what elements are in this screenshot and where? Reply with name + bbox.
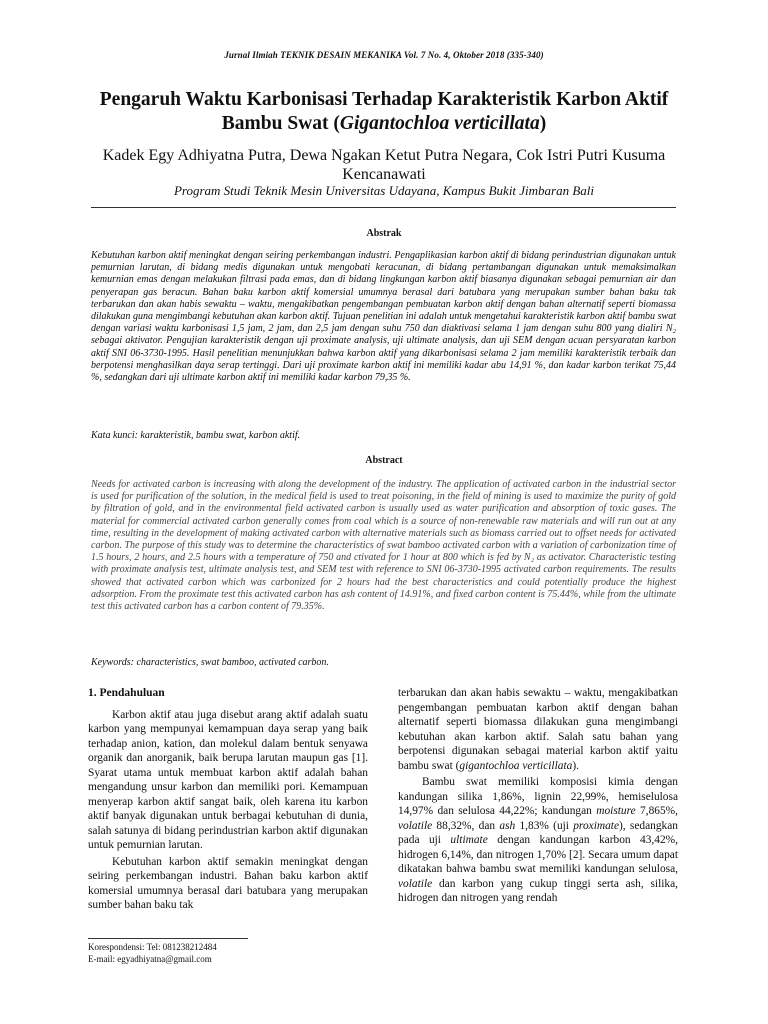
abstract-keywords: Keywords: characteristics, swat bamboo, activated carbon. — [91, 657, 329, 668]
p4-part-7: dan karbon yang cukup tinggi serta ash, silika, hidrogen dan nitrogen yang rendah — [398, 877, 678, 904]
journal-header: Jurnal Ilmiah TEKNIK DESAIN MEKANIKA Vol. 7 No. 4, Oktober 2018 (335-340) — [224, 50, 544, 60]
p4-term-volatile-2: volatile — [398, 877, 433, 890]
p3-text-b: ). — [572, 759, 579, 772]
p4-part-5: ), sedangkan pada uji — [398, 819, 678, 846]
section-heading: 1. Pendahuluan — [88, 687, 165, 699]
p4-part-1: Bambu swat memiliki komposisi kimia dengan kandungan silika 1,86%, lignin 22,99%, hemiselulosa 14,97% dan selulosa 44,22%; kandungan — [398, 776, 678, 817]
paper-title — [70, 88, 698, 136]
intro-paragraph-3 — [398, 686, 678, 773]
p4-part-4: 1,83% (uji — [515, 819, 574, 832]
intro-paragraph-2: Kebutuhan karbon aktif semakin meningkat dengan seiring perkembangan industri. Bahan baku karbon aktif komersial umumnya berasal dari batubara yang merupakan sumber bahan baku tak — [88, 855, 368, 911]
intro-paragraph-4 — [398, 775, 678, 906]
abstrak-heading: Abstrak — [366, 228, 402, 239]
affiliation: Program Studi Teknik Mesin Universitas Udayana, Kampus Bukit Jimbaran Bali — [173, 183, 595, 198]
abstract-text: Needs for activated carbon is increasing with along the development of the industry. The application of activated carbon in the industrial sector is used for purification of the solution, in the medical field is used to treat poisoning, in the field of mining is used to maximize the purity of gold by filtration of gold, and in the environmental field activated carbon is usually used as water purification and absorption of toxic gases. The material for commercial activated carbon generally comes from coal which is a source of non-renewable raw materials and will run out at any time, resulting in the development of making activated carbon with alternative materials such as biomass carried out to offset needs for activated carbon. The purpose of this study was to determine the characteristics of swat bamboo activated carbon with a variation of carbonization time of 1.5 hours, 2 hours, and 2.5 hours with a temperature of 750 and ctivated for 1 hour at 800 which is fed by N₂ as activator. Characteristic testing with proximate analysis test, ultimate analysis test, and SEM test with reference to SNI 06-3730-1995 activated carbon requirements. The results showed that activated carbon which was carbonized for 2 hours had the best characteristics and could potentially produce the highest adsorption. From the proximate test this activated carbon has ash content of 14.91%, and fixed carbon content is 75.44%, while from the ultimate test this activated carbon has a carbon content of 79.35%. — [91, 479, 676, 613]
p3-text-a: terbarukan dan akan habis sewaktu – waktu, mengakibatkan pengembangan pembuatan karbon aktif dengan bahan alternatif seperti biomassa dilakukan guna mengimbangi kebutuhan akan karbon aktif. Salah satu bahan yang berpotensi digunakan sebagai material karbon aktif yaitu bambu swat ( — [398, 687, 678, 772]
title-close: ) — [539, 113, 547, 134]
p4-term-proximate: proximate — [573, 819, 619, 832]
p4-term-volatile: volatile — [398, 819, 433, 832]
column-left — [88, 686, 368, 913]
p3-species: gigantochloa verticillata — [459, 759, 573, 772]
p4-part-6: dengan kandungan karbon 43,42%, hidrogen 6,14%, dan nitrogen 1,70% [2]. Secara umum dapat dikatakan bahwa bambu swat memiliki kandungan selulosa, — [398, 834, 678, 875]
title-main: Pengaruh Waktu Karbonisasi Terhadap Karakteristik Karbon Aktif Bambu Swat ( — [99, 89, 669, 134]
correspondence-note: Korespondensi: Tel: 081238212484 — [88, 942, 217, 952]
p4-term-ash: ash — [499, 819, 516, 832]
abstract-heading: Abstract — [365, 455, 403, 466]
p4-term-moisture: moisture — [596, 805, 636, 817]
author-list: Kadek Egy Adhiyatna Putra, Dewa Ngakan Ketut Putra Negara, Cok Istri Putri Kusuma Kencanawati — [102, 147, 666, 183]
header-divider — [91, 207, 676, 208]
footnote-divider — [88, 938, 248, 939]
abstrak-text: Kebutuhan karbon aktif meningkat dengan seiring perkembangan industri. Pengaplikasian karbon aktif di bidang perindustrian digunakan untuk pemurnian larutan, di bidang medis digunakan untuk mengobati keracunan, di bidang pertambangan digunakan untuk memaksimalkan kemurnian emas dengan melakukan filtrasi pada emas, dan di bidang lingkungan karbon aktif biasanya digunakan sebagai pemurnian air dan penyerapan gas beracun. Bahan baku karbon aktif komersial umumnya berasal dari batubara yang merupakan sumber bahan baku tak terbarukan dan akan habis sewaktu – waktu, mengakibatkan pengembangan pembuatan karbon aktif dengan bahan alternatif seperti biomassa dilakukan guna mengimbangi kebutuhan akan karbon aktif. Tujuan penelitian ini adalah untuk mengetahui karakteristik karbon aktif bambu swat dengan variasi waktu karbonisasi 1,5 jam, 2 jam, dan 2,5 jam dengan suhu 750 dan diaktivasi selama 1 jam dengan suhu 800 yang dialiri N₂ sebagai aktivator. Pengujian karakteristik dengan uji proximate analysis, uji ultimate analysis, dan uji SEM dengan acuan persyaratan karbon aktif SNI 06-3730-1995. Hasil penelitian menunjukkan bahwa karbon aktif yang dikarbonisasi selama 2 jam memiliki karakteristik terbaik dan berpotensi menghasilkan daya serap tertinggi. Dari uji proximate karbon aktif ini memiliki kadar abu 14,91 %, dan kadar karbon terikat 75,44 %, sedangkan dari uji ultimate karbon aktif ini memiliki kadar karbon 79,35 %. — [91, 250, 676, 384]
p4-term-ultimate: ultimate — [450, 834, 488, 846]
p4-part-2: 7,865%, — [635, 805, 678, 817]
abstrak-keywords: Kata kunci: karakteristik, bambu swat, karbon aktif. — [91, 430, 301, 441]
column-right — [398, 686, 678, 906]
email-note: E-mail: egyadhiyatna@gmail.com — [88, 954, 212, 964]
title-species: Gigantochloa verticillata — [339, 113, 540, 134]
p4-part-3: 88,32%, dan — [432, 819, 500, 832]
intro-paragraph-1: Karbon aktif atau juga disebut arang aktif adalah suatu karbon yang mempunyai kemampuan daya serap yang baik terhadap anion, kation, dan molekul dalam bentuk senyawa organik dan anorganik, baik berupa larutan maupun gas [1]. Syarat utama untuk membuat karbon aktif adalah bahan mengandung unsur karbon dan memiliki pori. Kemampuan menyerap karbon aktif sangat baik, oleh karena itu karbon aktif banyak digunakan untuk berbagai kebutuhan di dunia, salah satunya di bidang perindustrian karbon aktif digunakan untuk pemurnian larutan. — [88, 708, 368, 851]
